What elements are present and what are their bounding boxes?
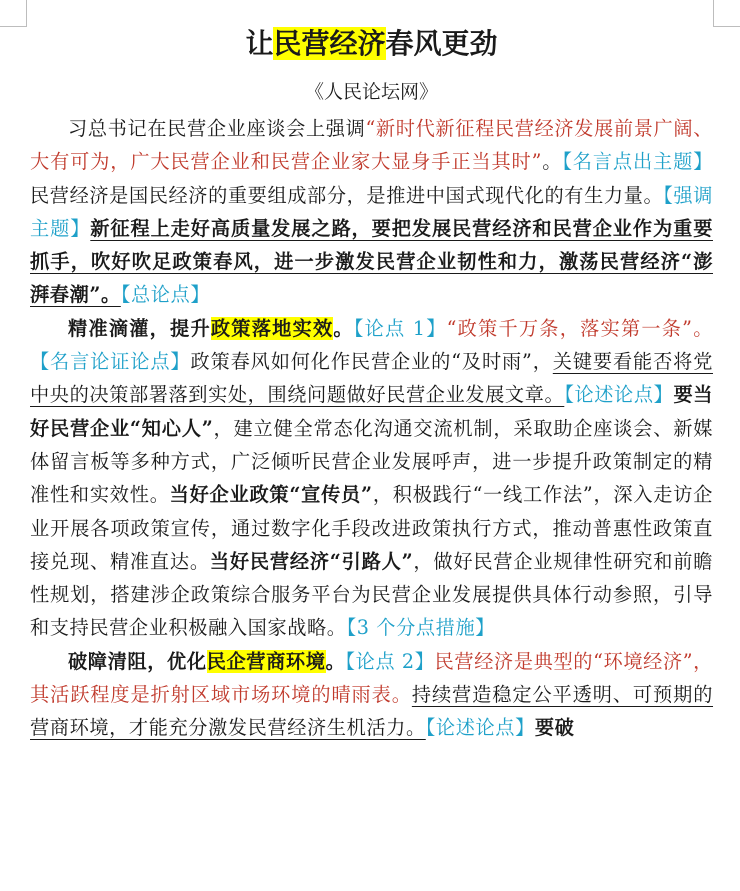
- paragraph-point-1: [30, 312, 713, 645]
- point-highlight: 民企营商环境: [206, 649, 326, 673]
- quote-text: “政策千万条，落实第一条”。: [446, 316, 713, 340]
- bold-measure: 当好企业政策“宣传员”: [169, 483, 373, 507]
- quote-text: “新时代新征程民营经济发展前景广阔、大有可为，广大民营企业和民营企业家大显身手正当其时”: [30, 117, 714, 174]
- document-title: [30, 22, 713, 66]
- bold-measure: 要破: [534, 716, 575, 740]
- title-prefix: 让: [245, 27, 274, 60]
- text-run: 。: [333, 316, 354, 340]
- annotation-tag: 【名言点出主题】: [562, 150, 713, 174]
- document-page: [30, 22, 713, 745]
- annotation-tag: 【论述论点】: [564, 383, 674, 407]
- text-run: ，建立健全常态化沟通交流机制，采取助企座谈会、新媒体留言板等多种方式，广泛倾听民营企业发展呼声，进一步提升政策制定的精准性和实效性。: [30, 416, 713, 507]
- title-highlight: 民营经济: [273, 27, 386, 60]
- text-run: 。: [325, 649, 346, 673]
- text-run: ，积极践行“一线工作法”，深入走访企业开展各项政策宣传，通过数字化手段改进政策执行方式，推动普惠性政策直接兑现、精准直达。: [30, 483, 713, 573]
- red-statement: 民营经济是典型的“环境经济”，其活跃程度是折射区域市场环境的晴雨表。: [30, 649, 713, 707]
- annotation-tag: 【论点 2】: [345, 649, 435, 673]
- bold-measure: 当好民营经济“引路人”: [209, 549, 414, 573]
- title-suffix: 春风更劲: [385, 27, 498, 60]
- point-heading: 破障清阻，优化: [68, 649, 207, 673]
- text-run: 民营经济是国民经济的重要组成部分，是推进中国式现代化的有生力量。: [30, 183, 664, 207]
- point-highlight: 政策落地实效: [210, 316, 334, 340]
- annotation-tag: 【总论点】: [120, 283, 211, 307]
- document-source: 《人民论坛网》: [304, 81, 438, 103]
- annotation-tag: 【名言论证论点】: [30, 350, 191, 374]
- text-run: ，做好民营企业规律性研究和前瞻性规划，搭建涉企政策综合服务平台为民营企业发展提供具体行动参照，引导和支持民营企业积极融入国家战略。: [30, 549, 713, 640]
- page-corner-mark-left: [0, 0, 27, 27]
- thesis-statement: 新征程上走好高质量发展之路，要把发展民营经济和民营企业作为重要抓手，吹好吹足政策春风，进一步激发民营企业韧性和力，激荡民营经济“澎湃春潮”。: [30, 216, 713, 307]
- text-run: 。: [542, 150, 563, 174]
- text-run: 政策春风如何化作民营企业的“及时雨”，: [190, 350, 553, 374]
- annotation-tag: 【3 个分点措施】: [346, 616, 496, 640]
- point-heading: 精准滴灌，提升: [68, 316, 211, 340]
- annotation-tag: 【论点 1】: [353, 316, 447, 340]
- underlined-text: 持续营造稳定公平透明、可预期的营商环境，才能充分激发民营经济生机活力。: [30, 683, 714, 740]
- paragraph-point-2: [30, 645, 713, 745]
- underlined-text: 关键要看能否将党中央的决策部署落到实处，围绕问题做好民营企业发展文章。: [30, 350, 713, 407]
- text-run: 习总书记在民营企业座谈会上强调: [68, 117, 366, 140]
- annotation-tag: 【强调主题】: [30, 183, 713, 240]
- paragraph-intro: [30, 112, 713, 312]
- annotation-tag: 【论述论点】: [425, 716, 535, 740]
- bold-measure: 要当好民营企业“知心人”: [30, 383, 714, 440]
- page-corner-mark-right: [713, 0, 740, 27]
